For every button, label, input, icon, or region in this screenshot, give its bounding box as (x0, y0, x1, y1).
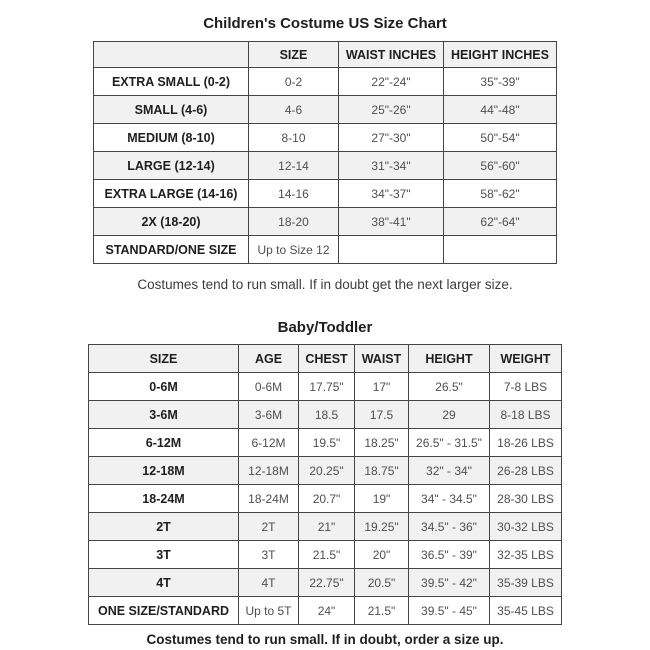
cell-value: 28-30 LBS (490, 485, 562, 513)
cell-value: 14-16 (249, 180, 339, 208)
row-label: STANDARD/ONE SIZE (94, 236, 249, 264)
column-header: SIZE (89, 345, 239, 373)
row-label: EXTRA SMALL (0-2) (94, 68, 249, 96)
table-row (89, 429, 562, 457)
column-header: WAIST INCHES (339, 42, 444, 68)
cell-value: 3T (239, 541, 299, 569)
cell-value: Up to 5T (239, 597, 299, 625)
cell-value: 35-39 LBS (490, 569, 562, 597)
table-row (94, 96, 557, 124)
cell-value: 35"-39" (444, 68, 557, 96)
table-row (89, 485, 562, 513)
table-row (94, 124, 557, 152)
cell-value: 34"-37" (339, 180, 444, 208)
cell-value: 34" - 34.5" (409, 485, 490, 513)
cell-value: 17.75" (299, 373, 355, 401)
children-size-chart-note: Costumes tend to run small. If in doubt get the next larger size. (137, 277, 513, 292)
cell-value: 19.25" (355, 513, 409, 541)
cell-value: 26.5" - 31.5" (409, 429, 490, 457)
cell-value: 17.5 (355, 401, 409, 429)
cell-value: 18.25" (355, 429, 409, 457)
cell-value: 50"-54" (444, 124, 557, 152)
cell-value: 7-8 LBS (490, 373, 562, 401)
cell-value: 56"-60" (444, 152, 557, 180)
column-header (94, 42, 249, 68)
row-label: MEDIUM (8-10) (94, 124, 249, 152)
cell-value: 18-24M (239, 485, 299, 513)
cell-value: 22.75" (299, 569, 355, 597)
cell-value: 39.5" - 42" (409, 569, 490, 597)
cell-value: 0-6M (239, 373, 299, 401)
children-size-chart-table (93, 41, 557, 264)
header-row (94, 42, 557, 68)
cell-value: 20.5" (355, 569, 409, 597)
cell-value: 20" (355, 541, 409, 569)
row-label: EXTRA LARGE (14-16) (94, 180, 249, 208)
row-label: 4T (89, 569, 239, 597)
table-row (89, 373, 562, 401)
cell-value: 12-18M (239, 457, 299, 485)
cell-value: 34.5" - 36" (409, 513, 490, 541)
cell-value (339, 236, 444, 264)
row-label: 2T (89, 513, 239, 541)
cell-value: 26-28 LBS (490, 457, 562, 485)
column-header: SIZE (249, 42, 339, 68)
column-header: CHEST (299, 345, 355, 373)
cell-value: 36.5" - 39" (409, 541, 490, 569)
cell-value: 18.5 (299, 401, 355, 429)
cell-value: 39.5" - 45" (409, 597, 490, 625)
cell-value: 6-12M (239, 429, 299, 457)
cell-value: 19.5" (299, 429, 355, 457)
cell-value: 44"-48" (444, 96, 557, 124)
cell-value: 3-6M (239, 401, 299, 429)
cell-value: 8-18 LBS (490, 401, 562, 429)
table-row (94, 208, 557, 236)
column-header: AGE (239, 345, 299, 373)
cell-value: 22"-24" (339, 68, 444, 96)
table-row (94, 152, 557, 180)
table-row (89, 401, 562, 429)
cell-value: 58"-62" (444, 180, 557, 208)
table-row (89, 569, 562, 597)
cell-value: 18-26 LBS (490, 429, 562, 457)
column-header: HEIGHT INCHES (444, 42, 557, 68)
cell-value: 8-10 (249, 124, 339, 152)
cell-value: Up to Size 12 (249, 236, 339, 264)
cell-value: 18.75" (355, 457, 409, 485)
column-header: HEIGHT (409, 345, 490, 373)
row-label: 0-6M (89, 373, 239, 401)
cell-value: 4T (239, 569, 299, 597)
cell-value: 25"-26" (339, 96, 444, 124)
table-row (89, 457, 562, 485)
header-row (89, 345, 562, 373)
cell-value: 18-20 (249, 208, 339, 236)
cell-value: 20.7" (299, 485, 355, 513)
table-row (89, 597, 562, 625)
row-label: 3T (89, 541, 239, 569)
table-row (94, 180, 557, 208)
column-header: WAIST (355, 345, 409, 373)
cell-value: 2T (239, 513, 299, 541)
row-label: 18-24M (89, 485, 239, 513)
row-label: 2X (18-20) (94, 208, 249, 236)
cell-value: 31"-34" (339, 152, 444, 180)
cell-value: 32" - 34" (409, 457, 490, 485)
cell-value: 4-6 (249, 96, 339, 124)
table-row (89, 513, 562, 541)
row-label: 12-18M (89, 457, 239, 485)
cell-value: 62"-64" (444, 208, 557, 236)
cell-value: 24" (299, 597, 355, 625)
row-label: 6-12M (89, 429, 239, 457)
cell-value: 27"-30" (339, 124, 444, 152)
cell-value: 38"-41" (339, 208, 444, 236)
cell-value: 19" (355, 485, 409, 513)
baby-toddler-chart-title: Baby/Toddler (277, 319, 373, 336)
cell-value: 17" (355, 373, 409, 401)
table-row (89, 541, 562, 569)
baby-toddler-chart-note: Costumes tend to run small. If in doubt, order a size up. (146, 632, 504, 647)
cell-value: 21.5" (355, 597, 409, 625)
table-row (94, 68, 557, 96)
cell-value: 32-35 LBS (490, 541, 562, 569)
baby-toddler-size-chart-table (88, 344, 562, 625)
cell-value: 30-32 LBS (490, 513, 562, 541)
column-header: WEIGHT (490, 345, 562, 373)
row-label: SMALL (4-6) (94, 96, 249, 124)
row-label: ONE SIZE/STANDARD (89, 597, 239, 625)
cell-value: 21" (299, 513, 355, 541)
cell-value: 29 (409, 401, 490, 429)
children-size-chart-title: Children's Costume US Size Chart (203, 15, 447, 32)
cell-value: 12-14 (249, 152, 339, 180)
cell-value: 35-45 LBS (490, 597, 562, 625)
row-label: 3-6M (89, 401, 239, 429)
cell-value: 21.5" (299, 541, 355, 569)
table-row (94, 236, 557, 264)
cell-value: 0-2 (249, 68, 339, 96)
row-label: LARGE (12-14) (94, 152, 249, 180)
cell-value: 26.5" (409, 373, 490, 401)
cell-value: 20.25" (299, 457, 355, 485)
cell-value (444, 236, 557, 264)
